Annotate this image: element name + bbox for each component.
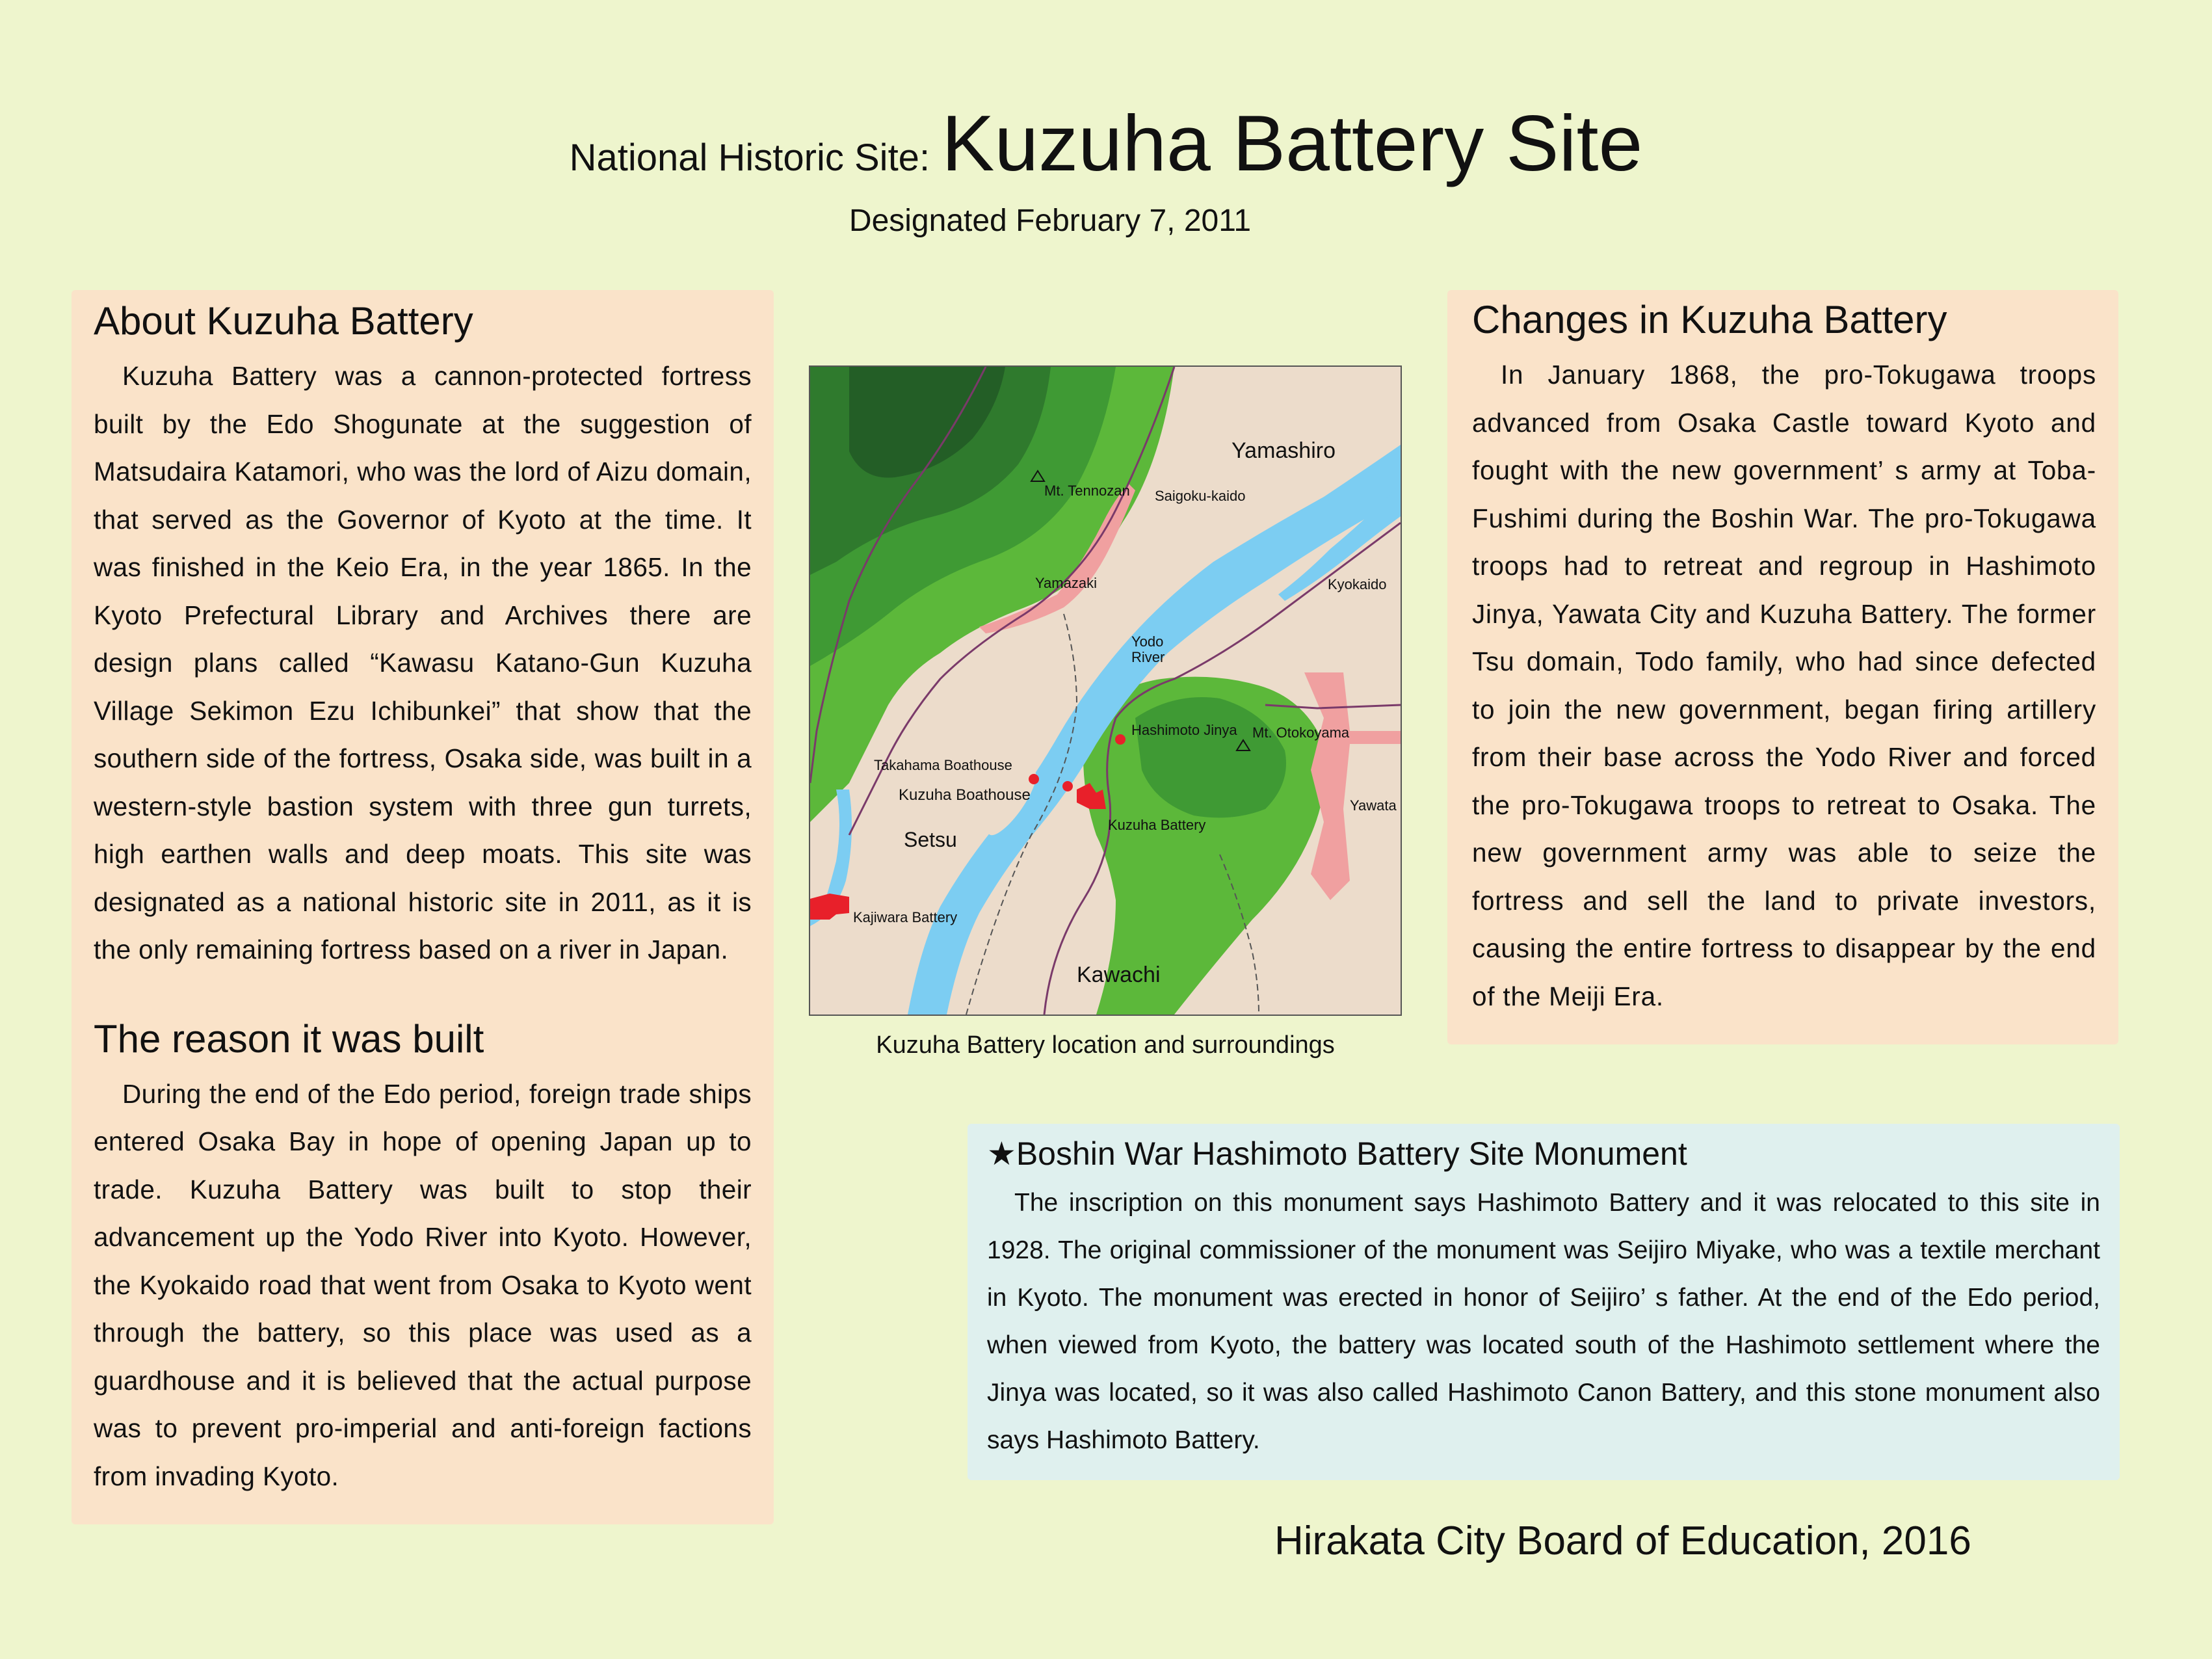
changes-heading: Changes in Kuzuha Battery	[1472, 298, 1947, 341]
reason-body: During the end of the Edo period, foreign trade ships entered Osaka Bay in hope of opening Japan up to trade. Kuzuha Battery was built to stop their advancement up the Yodo River into Kyoto. However, the Kyokaido road that went from Osaka to Kyoto went through the battery, so this place was used as a guardhouse and it is believed that the actual purpose was to prevent pro-imperial and anti-foreign factions from invading Kyoto.	[94, 1078, 752, 1491]
page-title	[0, 98, 2212, 189]
label-hashimoto-jinya: Hashimoto Jinya	[1131, 722, 1237, 738]
label-yawata: Yawata	[1350, 797, 1397, 814]
reason-heading: The reason it was built	[94, 1016, 484, 1061]
label-mt-otokoyama: Mt. Otokoyama	[1252, 724, 1350, 741]
changes-body: In January 1868, the pro-Tokugawa troops advanced from Osaka Castle toward Kyoto and fought with the new government’ s army at Toba-Fushimi during the Boshin War. The pro-Tokugawa troops had to retreat and regroup in Hashimoto Jinya, Yawata City and Kuzuha Battery. The former Tsu domain, Todo family, who had since defected to join the new government, began firing artillery from their base across the Yodo River and forced the pro-Tokugawa troops to retreat to Osaka. The new government army was able to seize the fortress and sell the land to private investors, causing the entire fortress to disappear by the end of the Meiji Era.	[1472, 360, 2096, 1011]
label-kawachi: Kawachi	[1077, 962, 1161, 987]
designation-date: Designated February 7, 2011	[849, 204, 1252, 238]
label-kajiwara-battery: Kajiwara Battery	[853, 909, 958, 925]
label-mt-tennozan: Mt. Tennozan	[1044, 483, 1130, 499]
title-main: Kuzuha Battery Site	[941, 99, 1643, 187]
changes-panel	[1447, 290, 2118, 1044]
label-setsu: Setsu	[904, 828, 957, 851]
label-kyokaido: Kyokaido	[1328, 576, 1387, 592]
about-panel	[72, 290, 774, 1524]
monument-heading: ★Boshin War Hashimoto Battery Site Monument	[987, 1135, 1687, 1172]
label-kuzuha-battery: Kuzuha Battery	[1108, 817, 1206, 833]
label-yodo-river-1: Yodo	[1131, 633, 1164, 650]
about-heading: About Kuzuha Battery	[94, 299, 473, 343]
title-prefix: National Historic Site:	[569, 137, 930, 179]
label-kuzuha-boathouse: Kuzuha Boathouse	[899, 786, 1031, 804]
footer-credit: Hirakata City Board of Education, 2016	[1274, 1519, 1971, 1563]
monument-body: The inscription on this monument says Hashimoto Battery and it was relocated to this site in 1928. The original commissioner of the monument was Seijiro Miyake, who was a textile merchant in Kyoto. The monument was erected in honor of Seijiro’ s father. At the end of the Edo period, when viewed from Kyoto, the battery was located south of the Hashimoto settlement where the Jinya was located, so it was also called Hashimoto Canon Battery, and this stone monument also says Hashimoto Battery.	[987, 1189, 2100, 1454]
monument-panel	[968, 1124, 2120, 1480]
hashimoto-jinya-dot	[1115, 734, 1126, 745]
label-takahama-boathouse: Takahama Boathouse	[874, 757, 1012, 773]
label-yodo-river-2: River	[1131, 649, 1165, 665]
label-yamashiro: Yamashiro	[1231, 438, 1336, 463]
kuzuha-boathouse-dot	[1062, 781, 1073, 791]
label-yamazaki: Yamazaki	[1035, 575, 1097, 591]
about-body: Kuzuha Battery was a cannon-protected fortress built by the Edo Shogunate at the suggestion of Matsudaira Katamori, who was the lord of Aizu domain, that served as the Governor of Kyoto at the time. It was finished in the Keio Era, in the year 1865. In the Kyoto Prefectural Library and Archives there are design plans called “Kawasu Katano-Gun Kuzuha Village Sekimon Ezu Ichibunkei” that show that the southern side of the fortress, Osaka side, was built in a western-style bastion system with three gun turrets, high earthen walls and deep moats. This site was designated as a national historic site in 2011, as it is the only remaining fortress based on a river in Japan.	[94, 361, 752, 964]
takahama-boathouse-dot	[1029, 774, 1039, 784]
label-saigoku-kaido: Saigoku-kaido	[1155, 488, 1246, 504]
map-caption: Kuzuha Battery location and surroundings	[876, 1031, 1335, 1059]
location-map	[809, 365, 1402, 1016]
